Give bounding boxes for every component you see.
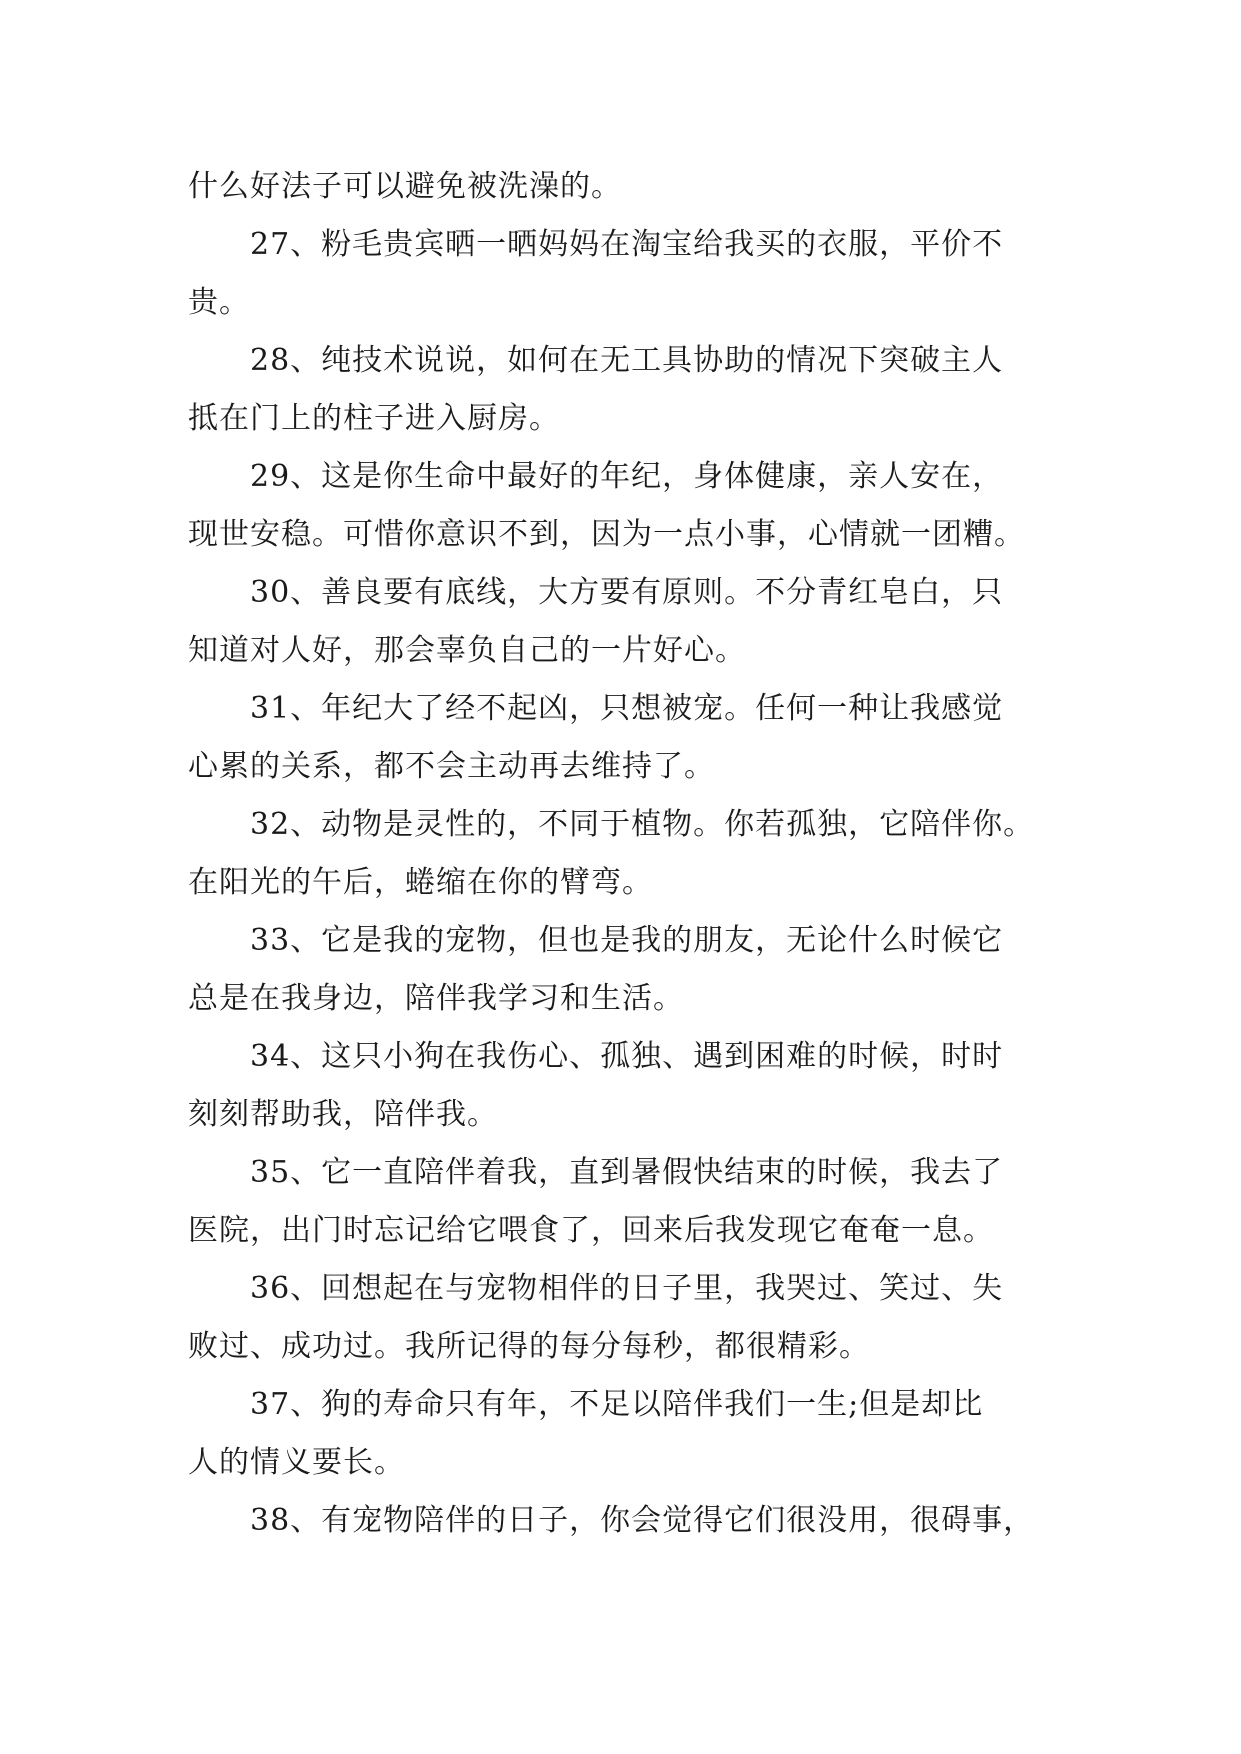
text-line-item-33: 33、它是我的宠物，但也是我的朋友，无论什么时候它 bbox=[250, 923, 1004, 958]
text-line-item-31: 31、年纪大了经不起凶，只想被宠。任何一种让我感觉 bbox=[250, 691, 1004, 726]
text-line-item-30: 30、善良要有底线，大方要有原则。不分青红皂白，只 bbox=[250, 575, 1004, 610]
text-line-item-27: 27、粉毛贵宾晒一晒妈妈在淘宝给我买的衣服，平价不 bbox=[250, 227, 1004, 262]
document-body bbox=[188, 158, 1053, 1550]
text-line: 医院，出门时忘记给它喂食了，回来后我发现它奄奄一息。 bbox=[188, 1213, 994, 1248]
text-line: 人的情义要长。 bbox=[188, 1445, 405, 1480]
text-line: 抵在门上的柱子进入厨房。 bbox=[188, 401, 560, 436]
text-line: 知道对人好，那会辜负自己的一片好心。 bbox=[188, 633, 746, 668]
text-line-item-32: 32、动物是灵性的，不同于植物。你若孤独，它陪伴你。 bbox=[250, 807, 1035, 842]
text-line-item-34: 34、这只小狗在我伤心、孤独、遇到困难的时候，时时 bbox=[250, 1039, 1004, 1074]
text-line: 现世安稳。可惜你意识不到，因为一点小事，心情就一团糟。 bbox=[188, 517, 1025, 552]
text-line: 在阳光的午后，蜷缩在你的臂弯。 bbox=[188, 865, 653, 900]
text-line: 败过、成功过。我所记得的每分每秒，都很精彩。 bbox=[188, 1329, 870, 1364]
text-line-item-29: 29、这是你生命中最好的年纪，身体健康，亲人安在， bbox=[250, 459, 1004, 494]
text-line: 贵。 bbox=[188, 285, 250, 320]
text-line-item-35: 35、它一直陪伴着我，直到暑假快结束的时候，我去了 bbox=[250, 1155, 1004, 1190]
text-line-item-36: 36、回想起在与宠物相伴的日子里，我哭过、笑过、失 bbox=[250, 1271, 1004, 1306]
text-line: 总是在我身边，陪伴我学习和生活。 bbox=[188, 981, 684, 1016]
text-line: 什么好法子可以避免被洗澡的。 bbox=[188, 169, 622, 204]
text-line-item-28: 28、纯技术说说，如何在无工具协助的情况下突破主人 bbox=[250, 343, 1004, 378]
text-line: 刻刻帮助我，陪伴我。 bbox=[188, 1097, 498, 1132]
text-line-item-38: 38、有宠物陪伴的日子，你会觉得它们很没用，很碍事， bbox=[250, 1503, 1035, 1538]
text-line: 心累的关系，都不会主动再去维持了。 bbox=[188, 749, 715, 784]
text-line-item-37: 37、狗的寿命只有年，不足以陪伴我们一生;但是却比 bbox=[250, 1387, 984, 1422]
